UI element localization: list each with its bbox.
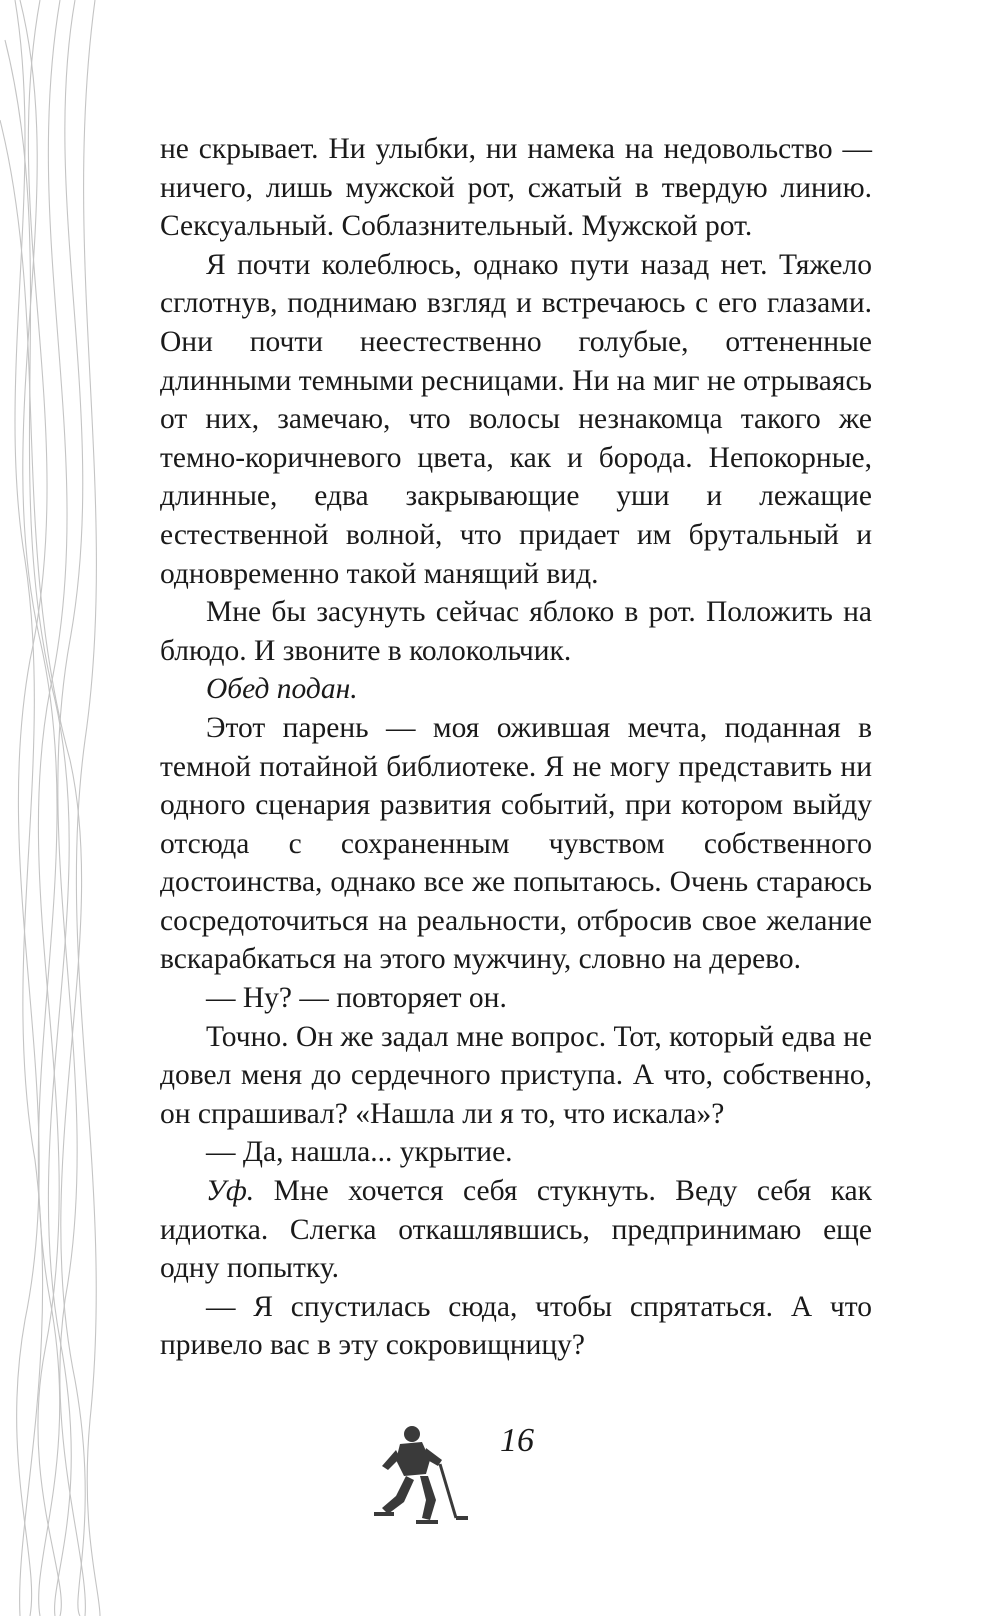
paragraph-italic	[160, 670, 872, 709]
paragraph: Я почти колеблюсь, однако пути назад нет. Тяжело сглотнув, поднимаю взгляд и встречаюсь с его глазами. Они почти неестественно голубые, оттененные длинными темными ресницами. Ни на миг не отрываясь от них, замечаю, что волосы незнакомца такого же темно-коричневого цвета, как и борода. Непокорные, длинные, едва закрывающие уши и лежащие естественной волной, что придает им брутальный и одновременно такой манящий вид.	[160, 248, 873, 590]
hockey-player-icon	[360, 1420, 470, 1530]
dialogue-line: — Ну? — повторяет он.	[206, 982, 507, 1015]
dialogue-line: — Да, нашла... укрытие.	[206, 1136, 513, 1169]
italic-text: Уф.	[206, 1175, 255, 1208]
paragraph: не скрывает. Ни улыбки, ни намека на недовольство — ничего, лишь мужской рот, сжатый в твердую линию. Сексуальный. Соблазнительный. Мужской рот.	[160, 133, 872, 243]
body-text	[160, 130, 872, 1365]
page-number: 16	[500, 1422, 534, 1459]
paragraph: Мне бы засунуть сейчас яблоко в рот. Положить на блюдо. И звоните в колокольчик.	[160, 596, 872, 667]
page-footer	[360, 1420, 580, 1530]
paragraph	[160, 1172, 872, 1288]
paragraph-text: Мне хочется себя стукнуть. Веду себя как идиотка. Слегка откашлявшись, предпринимаю еще одну попытку.	[160, 1175, 872, 1285]
paragraph: Точно. Он же задал мне вопрос. Тот, который едва не довел меня до сердечного приступа. А что, собственно, он спрашивал? «Нашла ли я то, что искала»?	[160, 1020, 872, 1130]
wavy-lines-decoration	[0, 0, 130, 1616]
paragraph: Этот парень — моя ожившая мечта, поданная в темной потайной библиотеке. Я не могу представить ни одного сценария развития событий, при котором выйду отсюда с сохраненным чувством собственного достоинства, однако все же попытаюсь. Очень стараюсь сосредоточиться на реальности, отбросив свое желание вскарабкаться на этого мужчину, словно на дерево.	[160, 711, 872, 976]
dialogue-line: — Я спустилась сюда, чтобы спрятаться. А что привело вас в эту сокровищницу?	[160, 1290, 872, 1362]
italic-text: Обед подан.	[206, 673, 358, 706]
